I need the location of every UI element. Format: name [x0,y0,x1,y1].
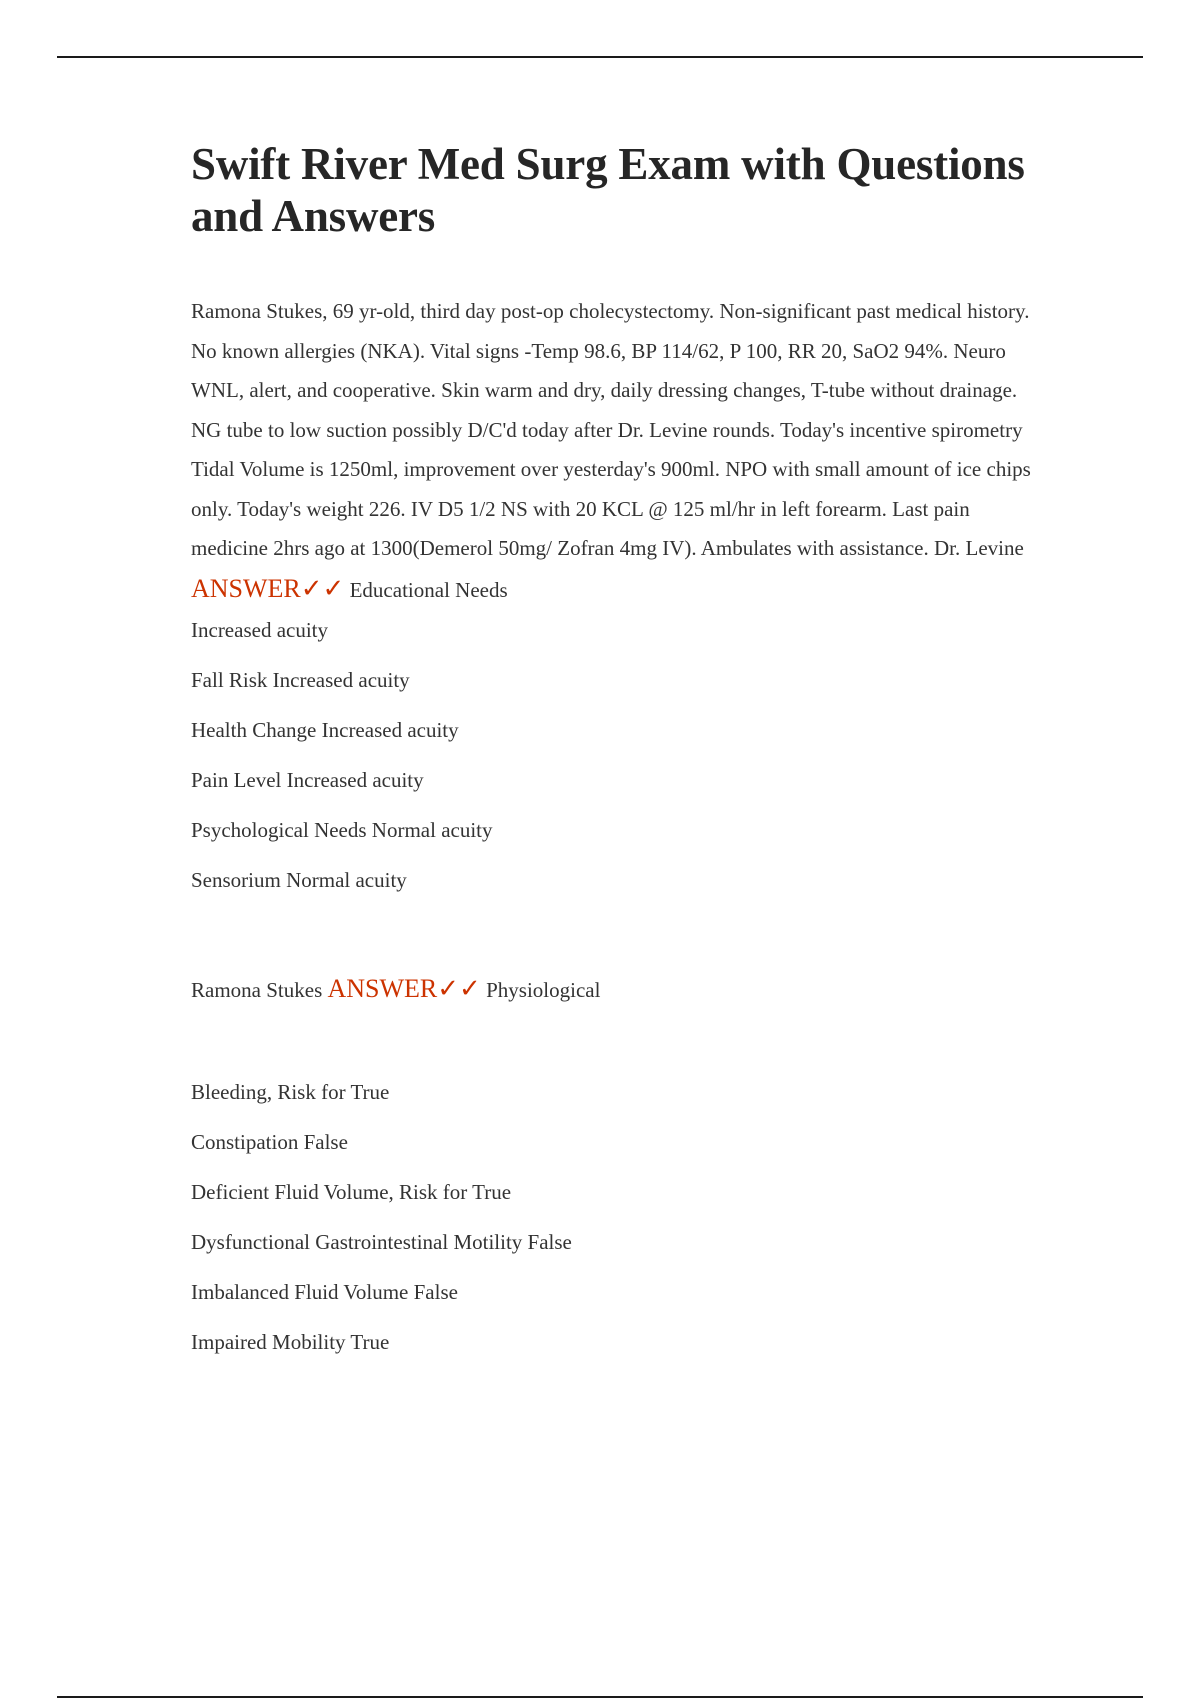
answer-label-2: ANSWER✓✓ [327,974,481,1003]
list-item: Pain Level Increased acuity [191,768,424,792]
list-item: Sensorium Normal acuity [191,868,407,892]
list-item: Health Change Increased acuity [191,718,459,742]
answer-text-2: Physiological [486,978,601,1002]
list-item: Dysfunctional Gastrointestinal Motility False [191,1230,572,1254]
answer-list-2 [191,1078,1051,1356]
list-item: Fall Risk Increased acuity [191,668,410,692]
top-rule [57,56,1143,58]
question-1 [191,292,1051,610]
list-item: Constipation False [191,1130,348,1154]
list-item: Deficient Fluid Volume, Risk for True [191,1180,512,1204]
list-item: Impaired Mobility True [191,1330,390,1354]
answer-list-1 [191,616,1051,894]
question-2 [191,971,1051,1008]
document-title: Swift River Med Surg Exam with Questions and Answers [191,139,1025,241]
list-item: Imbalanced Fluid Volume False [191,1280,458,1304]
list-item: Psychological Needs Normal acuity [191,818,493,842]
question-1-text: Ramona Stukes, 69 yr-old, third day post-op cholecystectomy. Non-significant past medical history. No known allergies (NKA). Vital signs -Temp 98.6, BP 114/62, P 100, RR 20, SaO2 94%. Neuro WNL, alert, and cooperative. Skin warm and dry, daily dressing changes, T-tube without drainage. NG tube to low suction possibly D/C'd today after Dr. Levine rounds. Today's incentive spirometry Tidal Volume is 1250ml, improvement over yesterday's 900ml. NPO with small amount of ice chips only. Today's weight 226. IV D5 1/2 NS with 20 KCL @ 125 ml/hr in left forearm. Last pain medicine 2hrs ago at 1300(Demerol 50mg/ Zofran 4mg IV). Ambulates with assistance. Dr. Levine [191,299,1031,560]
answer-label-1: ANSWER✓✓ [191,573,345,603]
question-2-text: Ramona Stukes [191,978,323,1002]
list-item: Bleeding, Risk for True [191,1080,390,1104]
document-body [191,138,1051,1356]
answer-text-1: Educational Needs [349,577,508,602]
bottom-rule [57,1696,1143,1698]
list-item: Increased acuity [191,618,329,642]
